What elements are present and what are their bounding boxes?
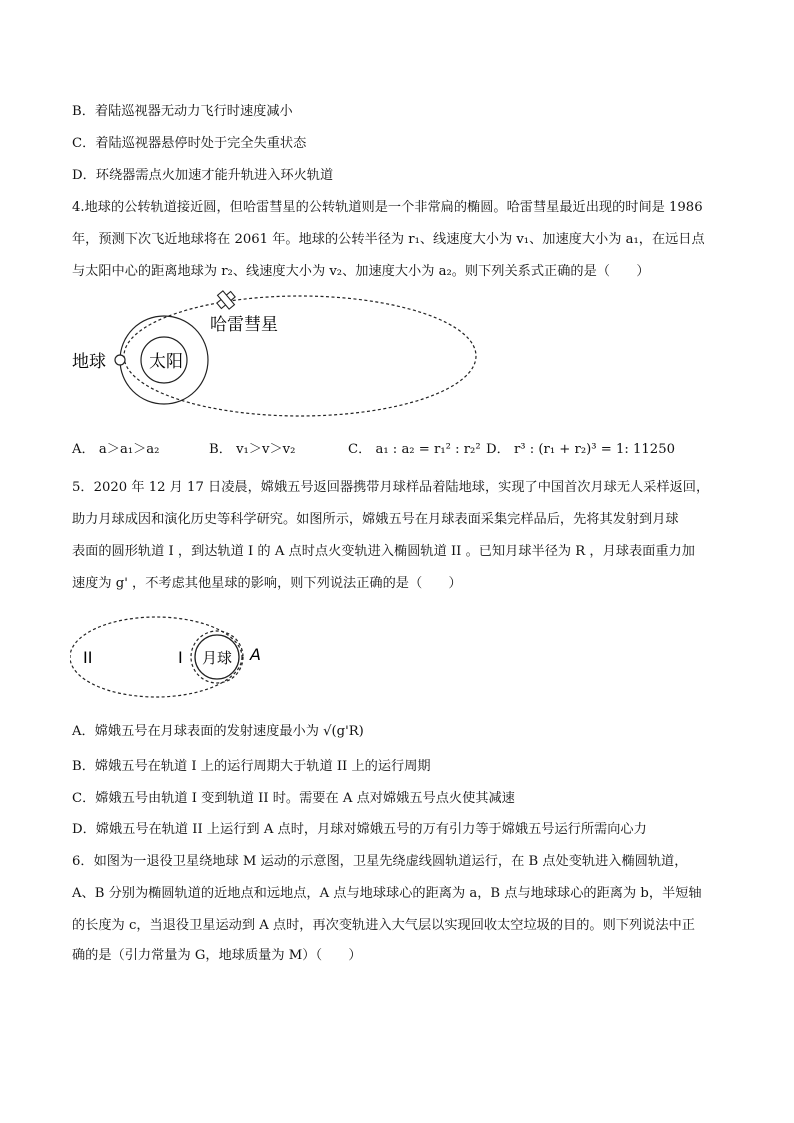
q3-option-b: B．着陆巡视器无动力飞行时速度减小 xyxy=(72,104,293,119)
q5-option-b: B．嫦娥五号在轨道 I 上的运行周期大于轨道 II 上的运行周期 xyxy=(72,759,431,774)
q5-stem-line3: 表面的圆形轨道 I ，到达轨道 I 的 A 点时点火变轨进入椭圆轨道 II 。已知月球半径为 R ，月球表面重力加 xyxy=(72,544,695,559)
q4-option-b: B． v₁＞v＞v₂ xyxy=(209,442,296,457)
q6-stem-line4: 确的是（引力常量为 G，地球质量为 M）（ ） xyxy=(72,948,362,963)
q4-stem-line3: 与太阳中心的距离地球为 r₂、线速度大小为 v₂、加速度大小为 a₂。则下列关系式正确的是（ ） xyxy=(72,264,650,279)
q5-stem-line4: 速度为 g' ，不考虑其他星球的影响，则下列说法正确的是（ ） xyxy=(72,576,462,591)
q6-stem-line1: 6．如图为一退役卫星绕地球 M 运动的示意图，卫星先绕虚线圆轨道运行，在 B 点处变轨进入椭圆轨道， xyxy=(72,854,688,869)
moon-label: 月球 xyxy=(202,649,233,667)
q5-option-c: C．嫦娥五号由轨道 I 变到轨道 II 时。需要在 A 点对嫦娥五号点火使其减速 xyxy=(72,791,515,806)
q5-stem-line1: 5．2020 年 12 月 17 日凌晨，嫦娥五号返回器携带月球样品着陆地球，实现了中国首次月球无人采样返回， xyxy=(72,480,710,495)
q5-option-a: A．嫦娥五号在月球表面的发射速度最小为 √(g'R) xyxy=(72,724,364,739)
q5-stem-line2: 助力月球成因和演化历史等科学研究。如图所示，嫦娥五号在月球表面采集完样品后，先将其发射到月球 xyxy=(72,512,679,527)
q3-option-d: D．环绕器需点火加速才能升轨进入环火轨道 xyxy=(72,168,334,183)
q4-stem-line1: 4.地球的公转轨道接近圆，但哈雷彗星的公转轨道则是一个非常扁的椭圆。哈雷彗星最近出现的时间是 1986 xyxy=(72,200,703,215)
q6-stem-line2: A、B 分别为椭圆轨道的近地点和远地点，A 点与地球球心的距离为 a，B 点与地球球心的距离为 b，半短轴 xyxy=(72,886,702,901)
orbit-ii-label: II xyxy=(83,648,93,667)
q6-stem-line3: 的长度为 c，当退役卫星运动到 A 点时，再次变轨进入大气层以实现回收太空垃圾的目的。则下列说法中正 xyxy=(72,918,695,933)
orbit-i-label: I xyxy=(178,648,183,667)
q5-option-d: D．嫦娥五号在轨道 II 上运行到 A 点时，月球对嫦娥五号的万有引力等于嫦娥五号运行所需向心力 xyxy=(72,822,647,837)
q4-option-c: C． a₁ : a₂ = r₁² : r₂² xyxy=(348,442,481,457)
q3-option-c: C．着陆巡视器悬停时处于完全失重状态 xyxy=(72,136,307,151)
q4-stem-line2: 年，预测下次飞近地球将在 2061 年。地球的公转半径为 r₁、线速度大小为 v₁、加速度大小为 a₁，在远日点 xyxy=(72,232,705,247)
earth-label: 地球 xyxy=(72,352,106,372)
sun-label: 太阳 xyxy=(149,352,183,372)
earth-dot xyxy=(115,355,125,365)
comet-label: 哈雷彗星 xyxy=(210,315,278,335)
q5-orbit-figure xyxy=(70,610,280,706)
q4-option-d: D． r³ : (r₁ + r₂)³ = 1: 11250 xyxy=(486,442,675,457)
q4-option-a: A． a＞a₁＞a₂ xyxy=(72,442,160,457)
q4-orbit-figure xyxy=(60,284,490,424)
point-a-label: A xyxy=(250,645,261,664)
